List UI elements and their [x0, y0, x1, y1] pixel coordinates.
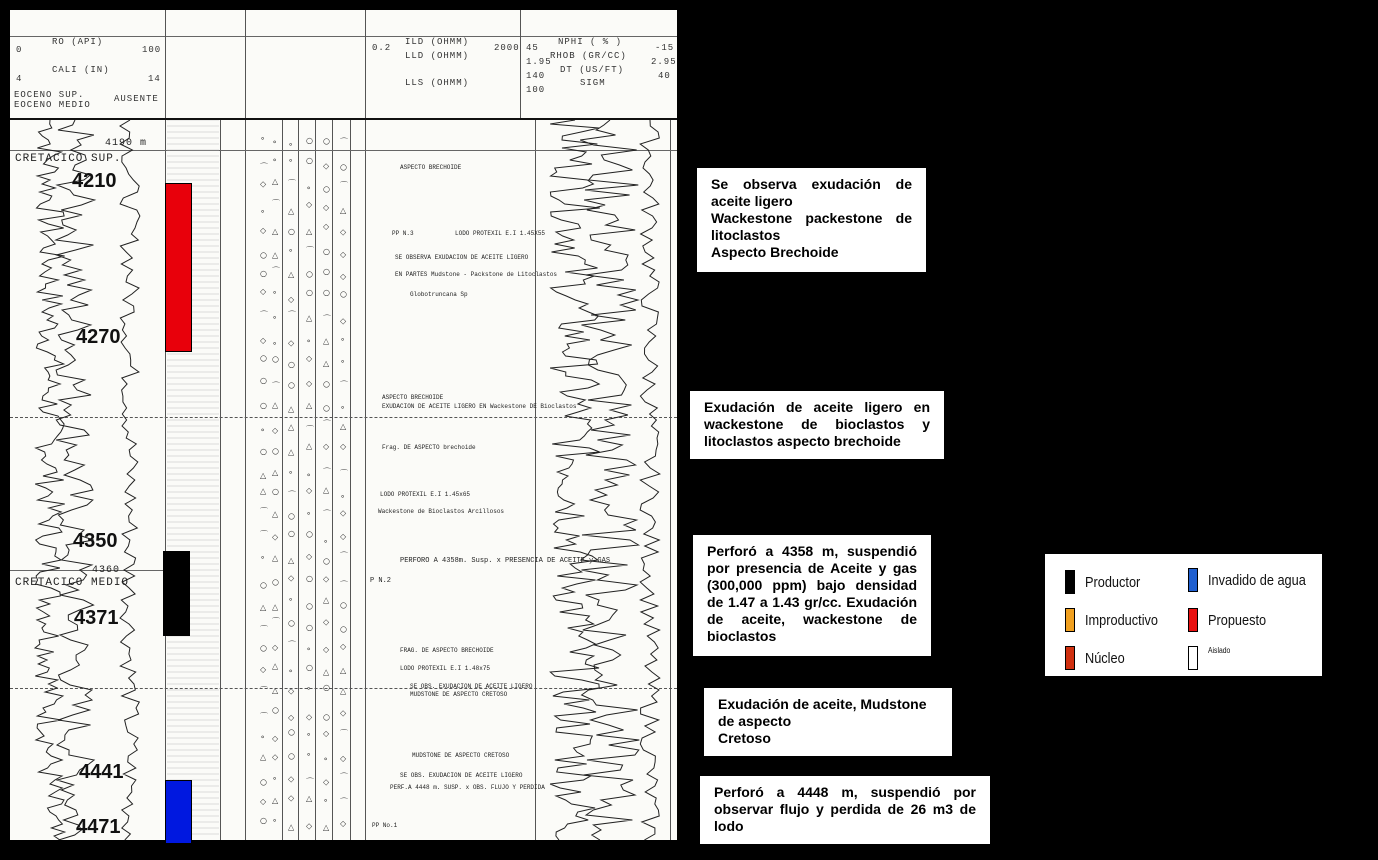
lithology-symbol: △ [272, 467, 279, 477]
lithology-symbol: ○ [340, 624, 347, 634]
track-divider [520, 10, 521, 118]
lithology-symbol: ○ [260, 446, 267, 456]
lld-header: LLD (OHMM) [405, 51, 470, 61]
legend-swatch [1065, 570, 1075, 594]
lithology-symbol: ⌒ [340, 580, 348, 590]
lithology-symbol: ◇ [323, 644, 330, 654]
lithology-symbol: ∘ [340, 403, 346, 413]
lithology-symbol: △ [260, 602, 267, 612]
lithology-symbol: △ [272, 661, 279, 671]
lithology-symbol: ○ [272, 487, 279, 497]
ild-header: ILD (OHMM) [405, 37, 470, 47]
log-note: ASPECTO BRECHOIDE [382, 394, 444, 401]
lithology-symbol: △ [340, 421, 347, 431]
lithology-symbol: △ [306, 794, 313, 804]
lithology-symbol: △ [288, 422, 295, 432]
legend-label: Invadido de agua [1208, 571, 1306, 589]
legend-item-propuesto [1188, 608, 1276, 632]
res-scale-min: 0.2 [372, 43, 392, 53]
lithology-symbol: ◇ [288, 338, 295, 348]
lls-header: LLS (OHMM) [405, 78, 470, 88]
lithology-symbol: △ [288, 269, 295, 279]
lithology-symbol: ○ [288, 529, 295, 539]
caption-mudstone [704, 688, 952, 756]
lithology-symbol: ⌒ [340, 729, 348, 739]
lithology-symbol: △ [272, 227, 279, 237]
lithology-symbol: ○ [323, 136, 330, 146]
lithology-symbol: ○ [323, 267, 330, 277]
lithology-symbol: ∘ [288, 156, 294, 166]
well-log [10, 10, 677, 840]
cali-header: CALI (IN) [52, 65, 110, 75]
lithology-symbol: △ [272, 685, 279, 695]
lithology-symbol: ○ [288, 226, 295, 236]
lithology-symbol: ◇ [306, 378, 313, 388]
lithology-symbol: ○ [288, 618, 295, 628]
lithology-symbol: △ [323, 667, 330, 677]
log-note: MUDSTONE DE ASPECTO CRETOSO [412, 752, 510, 759]
ausente-label: AUSENTE [114, 94, 159, 104]
log-note: PERFORO A 4358m. Susp. x PRESENCIA DE ACEITE y GAS [400, 557, 611, 565]
lithology-symbol: ∘ [323, 754, 329, 764]
legend [1045, 554, 1322, 676]
lithology-symbol: ⌒ [260, 624, 268, 634]
lithology-symbol: ○ [323, 287, 330, 297]
dt-header: DT (US/FT) [560, 65, 625, 75]
lithology-symbol: △ [340, 666, 347, 676]
lithology-symbol: ⌒ [260, 530, 268, 540]
legend-swatch [1188, 646, 1198, 670]
depth-label-4371: 4371 [74, 607, 119, 629]
lithology-symbol: ○ [306, 529, 313, 539]
lithology-symbol: ⌒ [272, 617, 280, 627]
log-note: Frag. DE ASPECTO brechoide [382, 444, 476, 451]
lithology-symbol: ∘ [340, 356, 346, 366]
lithology-symbol: ∘ [340, 334, 346, 344]
lithology-symbol: ∘ [272, 773, 278, 783]
lithology-symbol: ◇ [260, 226, 267, 236]
track-divider [365, 10, 366, 118]
lithology-symbol: ◇ [260, 664, 267, 674]
lithology-symbol: ⌒ [323, 314, 331, 324]
formation-cretacico-sup: CRETACICO SUP. [15, 153, 122, 165]
log-note: PERF.A 4448 m. SUSP. x OBS. FLUJO Y PERDIDA [390, 784, 545, 791]
lithology-symbol: △ [272, 400, 279, 410]
lithology-symbol: △ [288, 404, 295, 414]
rhob-scale-min: 1.95 [526, 57, 552, 67]
log-note: LODO PROTEXIL E.I 1.45x65 [380, 491, 471, 498]
depth-label-4350: 4350 [73, 530, 118, 552]
lithology-symbol: ○ [260, 777, 267, 787]
lithology-symbol: ◇ [340, 753, 347, 763]
legend-label: Aislado [1208, 646, 1231, 655]
lithology-symbol: ◇ [340, 250, 347, 260]
lithology-symbol: ○ [323, 556, 330, 566]
lithology-symbol: △ [288, 555, 295, 565]
interval-productor-bar [163, 551, 190, 636]
gr-scale-max: 100 [142, 45, 162, 55]
legend-label: Productor [1085, 573, 1141, 591]
lithology-symbol: ∘ [288, 246, 294, 256]
lithology-symbol: ◇ [288, 712, 295, 722]
lithology-symbol: ○ [288, 751, 295, 761]
lithology-symbol: △ [272, 177, 279, 187]
lithology-symbol: ◇ [288, 573, 295, 583]
lithology-symbol: ◇ [288, 294, 295, 304]
lithology-symbol: ∘ [260, 552, 266, 562]
legend-item-productor [1065, 570, 1150, 594]
legend-label: Improductivo [1085, 611, 1158, 629]
log-note: P N.2 [370, 577, 392, 585]
lithology-symbol: ⌒ [288, 640, 296, 650]
lithology-symbol: ⌒ [272, 266, 280, 276]
lithology-symbol: ○ [323, 184, 330, 194]
lithology-symbol: △ [288, 822, 295, 832]
lithology-symbol: ∘ [323, 795, 329, 805]
lithology-symbol: ◇ [272, 532, 279, 542]
caption-line: Cretoso [718, 730, 771, 746]
lithology-symbol: ◇ [288, 793, 295, 803]
caption-4300 [690, 391, 944, 459]
log-note: LODO PROTEXIL E.I 1.45X55 [455, 230, 546, 237]
lithology-symbol: ∘ [288, 595, 294, 605]
legend-swatch [1188, 568, 1198, 592]
depth-label-4270: 4270 [76, 326, 121, 348]
gr-scale-min: 0 [16, 45, 23, 55]
lithology-symbol: ◇ [260, 287, 267, 297]
lithology-symbol: ∘ [306, 683, 312, 693]
dt-scale-min: 140 [526, 71, 546, 81]
lithology-symbol: ◇ [288, 686, 295, 696]
lithology-symbol: ○ [306, 601, 313, 611]
lithology-symbol: ◇ [272, 734, 279, 744]
lithology-symbol: ⌒ [340, 468, 348, 478]
lithology-symbol: ◇ [306, 485, 313, 495]
lithology-symbol: ∘ [260, 134, 266, 144]
caption-4448 [700, 776, 990, 844]
lithology-symbol: ○ [260, 250, 267, 260]
nphi-header: NPHI ( % ) [558, 37, 623, 47]
lithology-symbol: △ [288, 206, 295, 216]
log-curve [550, 120, 600, 840]
lithology-symbol: ◇ [260, 336, 267, 346]
lithology-symbol: ◇ [306, 712, 313, 722]
caption-line: Wackestone packestone de litoclastos [711, 210, 912, 243]
lithology-symbol: ⌒ [306, 777, 314, 787]
lithology-symbol: ○ [306, 269, 313, 279]
log-note: Wackestone de Bioclastos Arcillosos [378, 508, 505, 515]
lithology-symbol: ∘ [260, 732, 266, 742]
lithology-symbol: ∘ [272, 313, 278, 323]
lithology-symbol: ○ [340, 289, 347, 299]
lithology-symbol: △ [288, 447, 295, 457]
lithology-symbol: ∘ [306, 644, 312, 654]
lithology-symbol: ◇ [272, 426, 279, 436]
lithology-symbol: ○ [306, 287, 313, 297]
lithology-symbol: △ [272, 602, 279, 612]
sigm-header: SIGM [580, 78, 606, 88]
rhob-header: RHOB (GR/CC) [550, 51, 627, 61]
lithology-symbol: △ [340, 686, 347, 696]
lithology-symbol: ∘ [306, 470, 312, 480]
lithology-symbol: ◇ [272, 642, 279, 652]
lithology-symbol: ◇ [306, 821, 313, 831]
lithology-symbol: ∘ [340, 491, 346, 501]
depth-mark-4360: 4360 [92, 565, 121, 576]
lithology-symbol: ◇ [288, 774, 295, 784]
lithology-symbol: ○ [323, 379, 330, 389]
lithology-symbol: ⌒ [272, 381, 280, 391]
lithology-symbol: ○ [260, 400, 267, 410]
lithology-symbol: ◇ [323, 574, 330, 584]
lithology-symbol: ⌒ [306, 245, 314, 255]
lithology-symbol: ◇ [340, 316, 347, 326]
lithology-symbol: ○ [260, 816, 267, 826]
dt-scale-max: 40 [658, 71, 671, 81]
caption-line: Se observa exudación de aceite ligero [711, 176, 912, 209]
lithology-symbol: ⌒ [272, 199, 280, 209]
log-curve [580, 120, 639, 840]
lithology-symbol: ○ [260, 580, 267, 590]
lithology-symbol: ◇ [340, 818, 347, 828]
lithology-symbol: ○ [260, 268, 267, 278]
caption-line: Perforó a 4358 m, suspendió por presencia de Aceite y gas (300,000 ppm) bajo densidad de 1.47 a 1.43 gr/cc. Exudación de aceite, wackestone de bioclastos [707, 543, 917, 644]
nphi-scale-max: -15 [655, 43, 675, 53]
legend-item-aislado [1188, 646, 1234, 670]
lithology-symbol: ∘ [272, 815, 278, 825]
legend-label: Propuesto [1208, 611, 1267, 629]
lithology-symbol: ○ [272, 446, 279, 456]
lithology-symbol: ∘ [306, 509, 312, 519]
log-note: ASPECTO BRECHOIDE [400, 164, 462, 171]
lithology-symbol: ⌒ [340, 380, 348, 390]
lithology-symbol: △ [260, 470, 267, 480]
gr-header: RO (API) [52, 37, 104, 47]
lithology-symbol: ◇ [323, 222, 330, 232]
lithology-symbol: ◇ [323, 729, 330, 739]
formation-cretacico-medio: CRETACICO MEDIO [15, 577, 130, 589]
caption-line: Aspecto Brechoide [711, 244, 839, 260]
caption-4210 [697, 168, 926, 272]
lithology-symbol: ∘ [306, 729, 312, 739]
lithology-symbol: ○ [260, 376, 267, 386]
caption-line: Exudación de aceite ligero en wackestone de bioclastos y litoclastos aspecto brechoide [704, 399, 930, 449]
lithology-symbol: ∘ [272, 155, 278, 165]
lithology-symbol: ○ [306, 623, 313, 633]
lithology-symbol: ⌒ [340, 772, 348, 782]
nphi-scale-min: 45 [526, 43, 539, 53]
lithology-symbol: ◇ [272, 752, 279, 762]
lithology-symbol: ∘ [260, 206, 266, 216]
lithology-symbol: ◇ [306, 353, 313, 363]
lithology-symbol: ⌒ [260, 310, 268, 320]
lithology-symbol: ◇ [340, 531, 347, 541]
lithology-symbol: ○ [272, 705, 279, 715]
lithology-symbol: ○ [288, 727, 295, 737]
lithology-symbol: ∘ [288, 468, 294, 478]
log-note: PP N.3 [392, 230, 414, 237]
lithology-symbol: ⌒ [288, 179, 296, 189]
track-divider [165, 10, 166, 118]
lithology-symbol: ◇ [340, 508, 347, 518]
lithology-symbol: ○ [288, 380, 295, 390]
lithology-symbol: ○ [288, 511, 295, 521]
track-divider [245, 10, 246, 118]
log-curve [640, 120, 660, 840]
depth-label-4471: 4471 [76, 816, 121, 838]
lithology-symbol: ∘ [306, 749, 312, 759]
lithology-symbol: △ [306, 313, 313, 323]
lithology-symbol: △ [272, 553, 279, 563]
lithology-symbol: ◇ [323, 777, 330, 787]
log-curve [35, 120, 65, 840]
lithology-symbol: ◇ [260, 796, 267, 806]
lithology-symbol: ⌒ [288, 310, 296, 320]
lithology-symbol: △ [306, 400, 313, 410]
lithology-symbol: ○ [323, 247, 330, 257]
lithology-symbol: ⌒ [323, 419, 331, 429]
lithology-symbol: ⌒ [323, 509, 331, 519]
epoch-middle: EOCENO MEDIO [14, 100, 91, 110]
lithology-symbol: ⌒ [288, 490, 296, 500]
log-note: SE OBS. EXUDACION DE ACEITE LIGERO [410, 683, 533, 690]
lithology-symbol: ∘ [323, 536, 329, 546]
lithology-symbol: △ [260, 752, 267, 762]
lithology-symbol: ◇ [340, 227, 347, 237]
caption-4358 [693, 535, 931, 656]
lithology-symbol: ○ [323, 403, 330, 413]
rhob-scale-max: 2.95 [651, 57, 677, 67]
lithology-symbol: ◇ [323, 203, 330, 213]
lithology-symbol: △ [306, 441, 313, 451]
lithology-symbol: ∘ [272, 137, 278, 147]
lithology-symbol: △ [323, 359, 330, 369]
lithology-symbol: △ [323, 822, 330, 832]
lithology-symbol: ∘ [260, 425, 266, 435]
lithology-symbol: ∘ [272, 338, 278, 348]
legend-swatch [1065, 608, 1075, 632]
interval-invadido-bar [165, 780, 192, 844]
lithology-symbol: △ [260, 486, 267, 496]
lithology-symbol: △ [323, 485, 330, 495]
lithology-symbol: ⌒ [260, 711, 268, 721]
lithology-symbol: ○ [272, 577, 279, 587]
lithology-symbol: ⌒ [260, 685, 268, 695]
log-note: EXUDACION DE ACEITE LIGERO EN Wackestone DE Bioclastos [382, 403, 577, 410]
lithology-symbol: ∘ [272, 288, 278, 298]
log-note: SE OBS. EXUDACION DE ACEITE LIGERO [400, 772, 523, 779]
lithology-symbol: ⌒ [340, 137, 348, 147]
lithology-symbol: ⌒ [306, 425, 314, 435]
lithology-symbol: ◇ [323, 161, 330, 171]
log-curve [120, 120, 140, 840]
lithology-symbol: ⌒ [260, 507, 268, 517]
log-note: SE OBSERVA EXUDACION DE ACEITE LIGERO [395, 254, 529, 261]
lithology-symbol: △ [272, 250, 279, 260]
caption-line: Perforó a 4448 m, suspendió por observar flujo y perdida de 26 m3 de lodo [714, 784, 976, 834]
lithology-symbol: △ [272, 795, 279, 805]
legend-item-invadido [1188, 568, 1323, 592]
lithology-symbol: ○ [323, 683, 330, 693]
lithology-symbol: ○ [288, 360, 295, 370]
lithology-symbol: △ [306, 227, 313, 237]
interval-propuesto-bar [165, 183, 192, 352]
log-note: MUDSTONE DE ASPECTO CRETOSO [410, 691, 508, 698]
lithology-symbol: ○ [272, 354, 279, 364]
lithology-symbol: △ [323, 336, 330, 346]
lithology-symbol: ⌒ [340, 551, 348, 561]
lithology-symbol: ⌒ [260, 162, 268, 172]
lithology-symbol: ⌒ [323, 467, 331, 477]
lithology-symbol: ◇ [260, 179, 267, 189]
lithology-symbol: ◇ [340, 708, 347, 718]
lithology-symbol: ∘ [288, 666, 294, 676]
log-note: LODO PROTEXIL E.I 1.48x75 [400, 665, 491, 672]
depth-mark-4190: 4190 m [105, 138, 148, 149]
legend-item-improductivo [1065, 608, 1171, 632]
lithology-symbol: ⌒ [340, 180, 348, 190]
legend-swatch [1188, 608, 1198, 632]
lithology-symbol: ◇ [306, 200, 313, 210]
lithology-symbol: ○ [306, 663, 313, 673]
caption-line: Exudación de aceite, Mudstone de aspecto [718, 696, 927, 729]
epoch-upper: EOCENO SUP. [14, 90, 85, 100]
cali-scale-min: 4 [16, 74, 23, 84]
log-curves [10, 120, 677, 840]
lithology-symbol: ◇ [340, 271, 347, 281]
lithology-symbol: ○ [260, 643, 267, 653]
lithology-symbol: ◇ [340, 441, 347, 451]
lithology-symbol: △ [340, 206, 347, 216]
depth-label-4441: 4441 [79, 761, 124, 783]
depth-label-4210: 4210 [72, 170, 117, 192]
lithology-symbol: ○ [340, 600, 347, 610]
lithology-symbol: ◇ [323, 441, 330, 451]
lithology-symbol: ○ [323, 712, 330, 722]
log-note: FRAG. DE ASPECTO BRECHOIDE [400, 647, 494, 654]
lithology-symbol: △ [272, 509, 279, 519]
legend-swatch [1065, 646, 1075, 670]
legend-label: Núcleo [1085, 649, 1125, 667]
legend-item-nucleo [1065, 646, 1132, 670]
lithology-symbol: ∘ [306, 183, 312, 193]
lithology-symbol: △ [323, 595, 330, 605]
log-note: PP No.1 [372, 822, 398, 829]
lithology-symbol: ○ [306, 155, 313, 165]
lithology-symbol: ○ [306, 574, 313, 584]
lithology-symbol: ○ [306, 135, 313, 145]
lithology-symbol: ∘ [288, 140, 294, 150]
res-scale-max: 2000 [494, 43, 520, 53]
log-note: Globotruncana Sp [410, 291, 468, 298]
lithology-symbol: ◇ [323, 617, 330, 627]
lithology-symbol: ◇ [340, 641, 347, 651]
lithology-symbol: ○ [340, 162, 347, 172]
lithology-symbol: ∘ [306, 336, 312, 346]
lithology-symbol: ◇ [306, 551, 313, 561]
lithology-symbol: ○ [260, 353, 267, 363]
cali-scale-max: 14 [148, 74, 161, 84]
sigm-scale: 100 [526, 85, 546, 95]
log-note: EN PARTES Mudstone - Packstone de Litoclastos [395, 271, 558, 278]
lithology-symbol: ⌒ [340, 797, 348, 807]
